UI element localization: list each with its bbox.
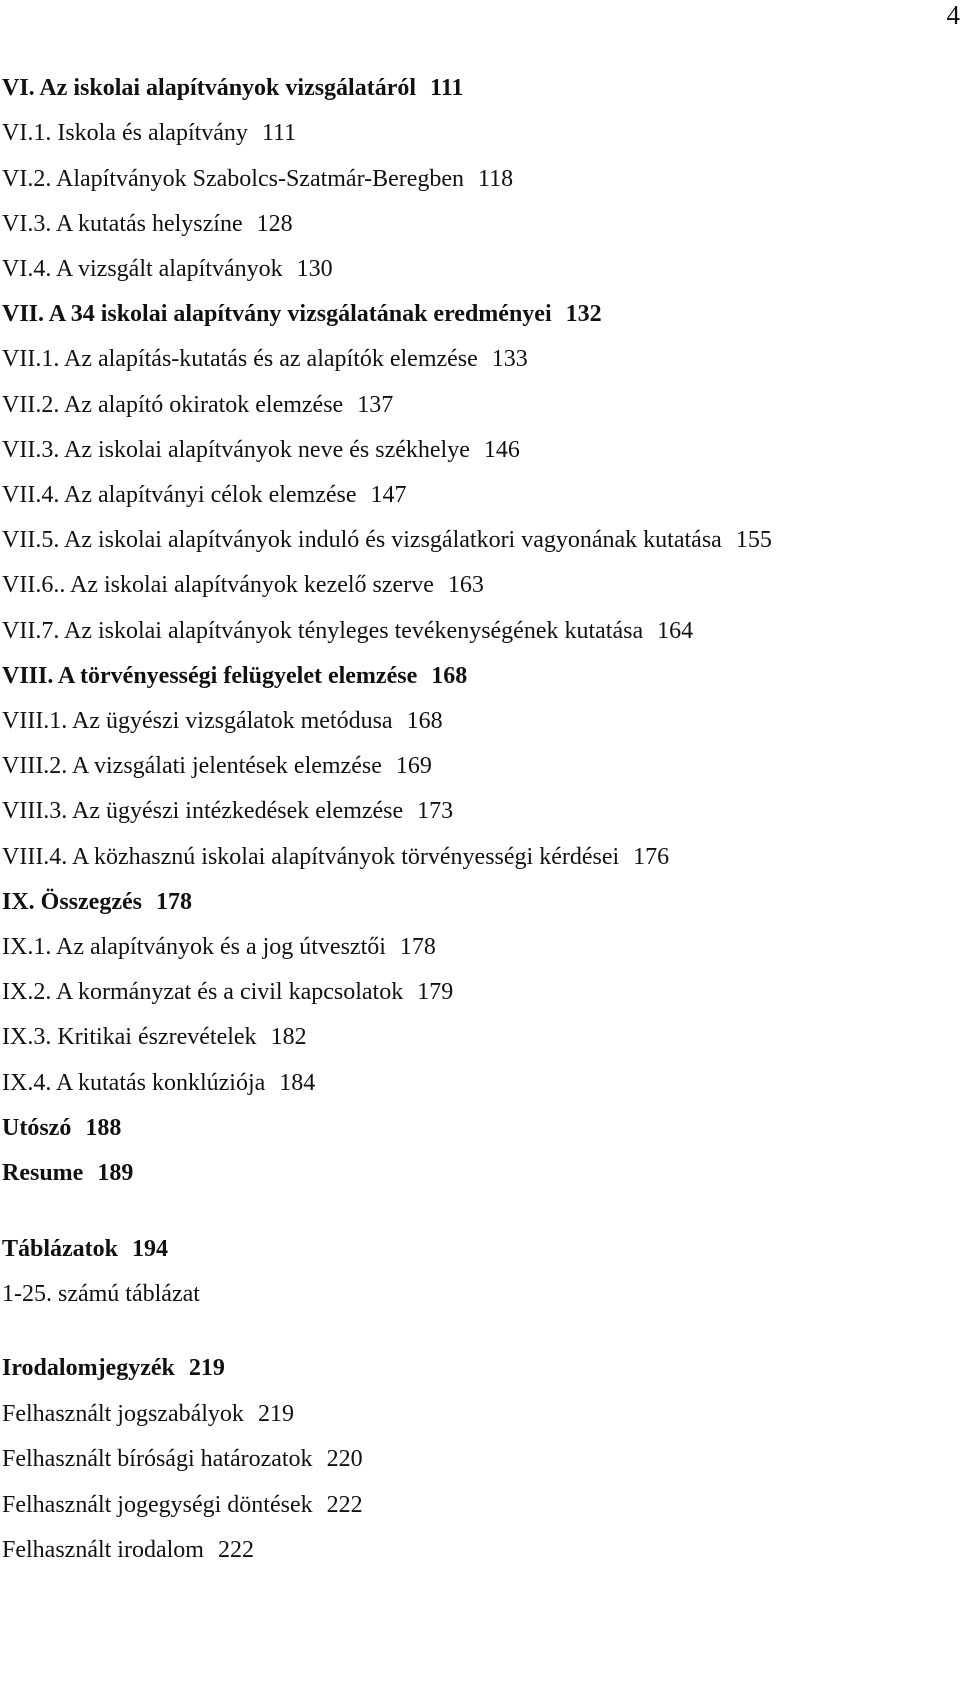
toc-entry (2, 1491, 363, 1519)
toc-entry-page: 178 (399, 934, 436, 960)
toc-entry (2, 1354, 225, 1382)
toc-entry-page: 118 (478, 166, 514, 192)
toc-entry-page: 222 (217, 1537, 254, 1563)
toc-entry-page: 168 (431, 663, 468, 689)
toc-entry-title: 1-25. számú táblázat (2, 1281, 200, 1307)
toc-entry (2, 1400, 294, 1428)
toc-entry (2, 617, 693, 645)
toc-entry-page: 219 (188, 1355, 225, 1381)
toc-entry-title: Felhasznált jogegységi döntések (2, 1492, 313, 1518)
toc-entry-title: VI.2. Alapítványok Szabolcs-Szatmár-Beregben (2, 166, 465, 192)
toc-entry-title: Irodalomjegyzék (2, 1355, 175, 1381)
toc-entry (2, 1445, 363, 1473)
toc-entry-title: VIII.4. A közhasznú iskolai alapítványok törvényességi kérdései (2, 844, 620, 870)
toc-entry-title: IX.3. Kritikai észrevételek (2, 1024, 257, 1050)
toc-entry-title: VII.2. Az alapító okiratok elemzése (2, 392, 344, 418)
toc-entry (2, 481, 407, 509)
toc-entry-page: 164 (657, 618, 694, 644)
toc-entry-page: 194 (132, 1236, 169, 1262)
toc-entry-title: Resume (2, 1160, 84, 1186)
toc-entry (2, 119, 296, 147)
page-number: 4 (946, 0, 960, 30)
toc-entry-title: VII.6.. Az iskolai alapítványok kezelő szerve (2, 572, 434, 598)
toc-entry-page: 168 (406, 708, 443, 734)
toc-entry (2, 165, 513, 193)
toc-entry (2, 391, 393, 419)
toc-entry-page: 147 (370, 482, 407, 508)
toc-entry (2, 707, 443, 735)
toc-entry-title: Felhasznált jogszabályok (2, 1401, 244, 1427)
toc-entry (2, 933, 436, 961)
toc-entry (2, 662, 467, 690)
toc-entry (2, 1023, 307, 1051)
toc-entry-page: 182 (270, 1024, 307, 1050)
toc-entry-title: VIII. A törvényességi felügyelet elemzése (2, 663, 418, 689)
toc-entry-title: VIII.1. Az ügyészi vizsgálatok metódusa (2, 708, 393, 734)
toc-entry-title: IX.2. A kormányzat és a civil kapcsolatok (2, 979, 404, 1005)
toc-entry (2, 797, 453, 825)
toc-entry-title: IX.4. A kutatás konklúziója (2, 1070, 266, 1096)
toc-entry (2, 1536, 254, 1564)
toc-entry-title: VII.5. Az iskolai alapítványok induló és vizsgálatkori vagyonának kutatása (2, 527, 722, 553)
toc-entry-title: VII.1. Az alapítás-kutatás és az alapítók elemzése (2, 346, 478, 372)
toc-entry-title: VII.4. Az alapítványi célok elemzése (2, 482, 357, 508)
toc-entry-title: VI.3. A kutatás helyszíne (2, 211, 243, 237)
toc-entry-page: 188 (85, 1115, 122, 1141)
toc-entry (2, 571, 484, 599)
toc-entry-title: VIII.2. A vizsgálati jelentések elemzése (2, 753, 382, 779)
toc-entry-title: VI.1. Iskola és alapítvány (2, 120, 248, 146)
toc-entry-title: VII. A 34 iskolai alapítvány vizsgálatának eredményei (2, 301, 552, 327)
toc-entry-page: 111 (261, 120, 297, 146)
toc-entry-title: IX.1. Az alapítványok és a jog útvesztői (2, 934, 386, 960)
toc-entry (2, 843, 669, 871)
toc-entry (2, 74, 463, 102)
toc-entry (2, 210, 293, 238)
toc-entry-title: IX. Összegzés (2, 889, 142, 915)
toc-entry (2, 255, 333, 283)
toc-entry-page: 179 (417, 979, 454, 1005)
toc-entry-title: Felhasznált irodalom (2, 1537, 204, 1563)
toc-entry-page: 169 (395, 753, 432, 779)
toc-entry-page: 132 (565, 301, 602, 327)
toc-entry-page: 133 (491, 346, 528, 372)
toc-entry-page: 130 (296, 256, 333, 282)
toc-entry-page: 111 (430, 75, 464, 101)
toc-entry-page: 137 (357, 392, 394, 418)
toc-entry (2, 752, 432, 780)
toc-entry (2, 300, 602, 328)
toc-entry-page: 184 (279, 1070, 316, 1096)
toc-entry (2, 345, 528, 373)
toc-entry (2, 1235, 168, 1263)
toc-entry (2, 1159, 133, 1187)
toc-entry-page: 178 (155, 889, 192, 915)
toc-entry-page: 128 (256, 211, 293, 237)
toc-entry (2, 436, 520, 464)
toc-entry-title: VII.3. Az iskolai alapítványok neve és székhelye (2, 437, 470, 463)
toc-entry (2, 1114, 121, 1142)
toc-entry-title: VI.4. A vizsgált alapítványok (2, 256, 283, 282)
toc-entry-page: 155 (735, 527, 772, 553)
toc-entry-title: VI. Az iskolai alapítványok vizsgálatáról (2, 75, 417, 101)
toc-entry (2, 978, 453, 1006)
toc-entry (2, 526, 772, 554)
toc-entry-page: 173 (417, 798, 454, 824)
toc-entry-title: Felhasznált bírósági határozatok (2, 1446, 313, 1472)
toc-entry-page: 219 (257, 1401, 294, 1427)
toc-entry (2, 1280, 214, 1308)
toc-entry-page: 176 (633, 844, 670, 870)
toc-entry-page: 220 (326, 1446, 363, 1472)
toc-entry (2, 1069, 315, 1097)
toc-entry-title: VIII.3. Az ügyészi intézkedések elemzése (2, 798, 404, 824)
toc-entry (2, 888, 192, 916)
toc-entry-page: 189 (97, 1160, 134, 1186)
toc-entry-title: Táblázatok (2, 1236, 119, 1262)
toc-entry-title: Utószó (2, 1115, 72, 1141)
toc-entry-page: 222 (326, 1492, 363, 1518)
toc-entry-page: 146 (483, 437, 520, 463)
toc-entry-page: 163 (447, 572, 484, 598)
toc-entry-title: VII.7. Az iskolai alapítványok tényleges tevékenységének kutatása (2, 618, 644, 644)
